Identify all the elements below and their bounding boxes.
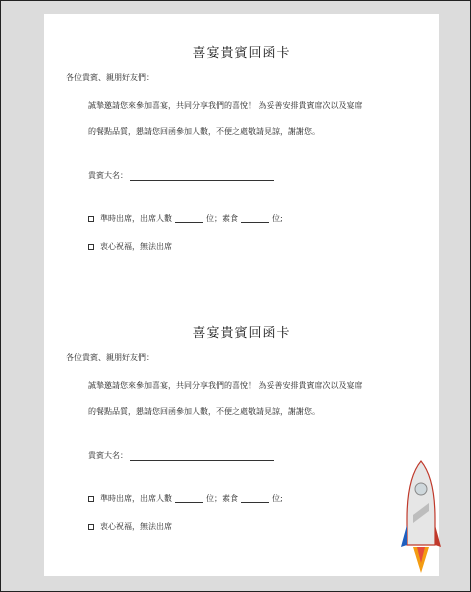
card-title: 喜宴貴賓回函卡 bbox=[192, 46, 291, 61]
card-body-line-2: 的餐點品質，懇請您回函參加人數，不便之處敬請見諒，謝謝您。 bbox=[88, 127, 320, 136]
card-body-line-1: 誠摯邀請您來參加喜宴，共同分享我們的喜悅！ 為妥善安排貴賓席次以及宴席 bbox=[88, 101, 363, 110]
guest-name-blank[interactable] bbox=[130, 171, 274, 181]
guest-name-row bbox=[88, 450, 274, 461]
attend-option bbox=[88, 213, 283, 224]
card-body-line-2: 的餐點品質，懇請您回函參加人數，不便之處敬請見諒，謝謝您。 bbox=[88, 407, 320, 416]
guest-name-row bbox=[88, 170, 274, 181]
decline-option bbox=[88, 241, 172, 252]
attendee-count-blank[interactable] bbox=[175, 214, 203, 223]
decline-option bbox=[88, 521, 172, 532]
attend-option bbox=[88, 493, 283, 504]
rocket-fin-left bbox=[401, 525, 407, 547]
reply-card-bottom bbox=[44, 294, 439, 554]
attend-text-2: 位；素食 bbox=[206, 214, 238, 223]
attend-text-2: 位；素食 bbox=[206, 494, 238, 503]
rocket-icon bbox=[401, 459, 441, 575]
attend-text-3: 位; bbox=[272, 214, 283, 223]
rocket-body bbox=[407, 461, 435, 545]
document-page bbox=[44, 14, 439, 576]
checkbox-icon[interactable] bbox=[88, 524, 94, 530]
vegetarian-count-blank[interactable] bbox=[241, 214, 269, 223]
attend-text-1: 準時出席，出席人數 bbox=[100, 214, 172, 223]
checkbox-icon[interactable] bbox=[88, 496, 94, 502]
decline-text: 衷心祝福，無法出席 bbox=[100, 522, 172, 531]
attend-text-1: 準時出席，出席人數 bbox=[100, 494, 172, 503]
rocket-window bbox=[415, 483, 427, 495]
card-title: 喜宴貴賓回函卡 bbox=[192, 326, 291, 341]
guest-name-label: 貴賓大名： bbox=[88, 171, 128, 180]
attend-text-3: 位; bbox=[272, 494, 283, 503]
reply-card-top bbox=[44, 14, 439, 274]
card-greeting: 各位貴賓、親朋好友們： bbox=[66, 73, 154, 82]
decline-text: 衷心祝福，無法出席 bbox=[100, 242, 172, 251]
checkbox-icon[interactable] bbox=[88, 216, 94, 222]
guest-name-blank[interactable] bbox=[130, 451, 274, 461]
attendee-count-blank[interactable] bbox=[175, 494, 203, 503]
vegetarian-count-blank[interactable] bbox=[241, 494, 269, 503]
rocket-fin-right bbox=[435, 525, 441, 547]
card-greeting: 各位貴賓、親朋好友們： bbox=[66, 353, 154, 362]
card-body-line-1: 誠摯邀請您來參加喜宴，共同分享我們的喜悅！ 為妥善安排貴賓席次以及宴席 bbox=[88, 381, 363, 390]
checkbox-icon[interactable] bbox=[88, 244, 94, 250]
guest-name-label: 貴賓大名： bbox=[88, 451, 128, 460]
